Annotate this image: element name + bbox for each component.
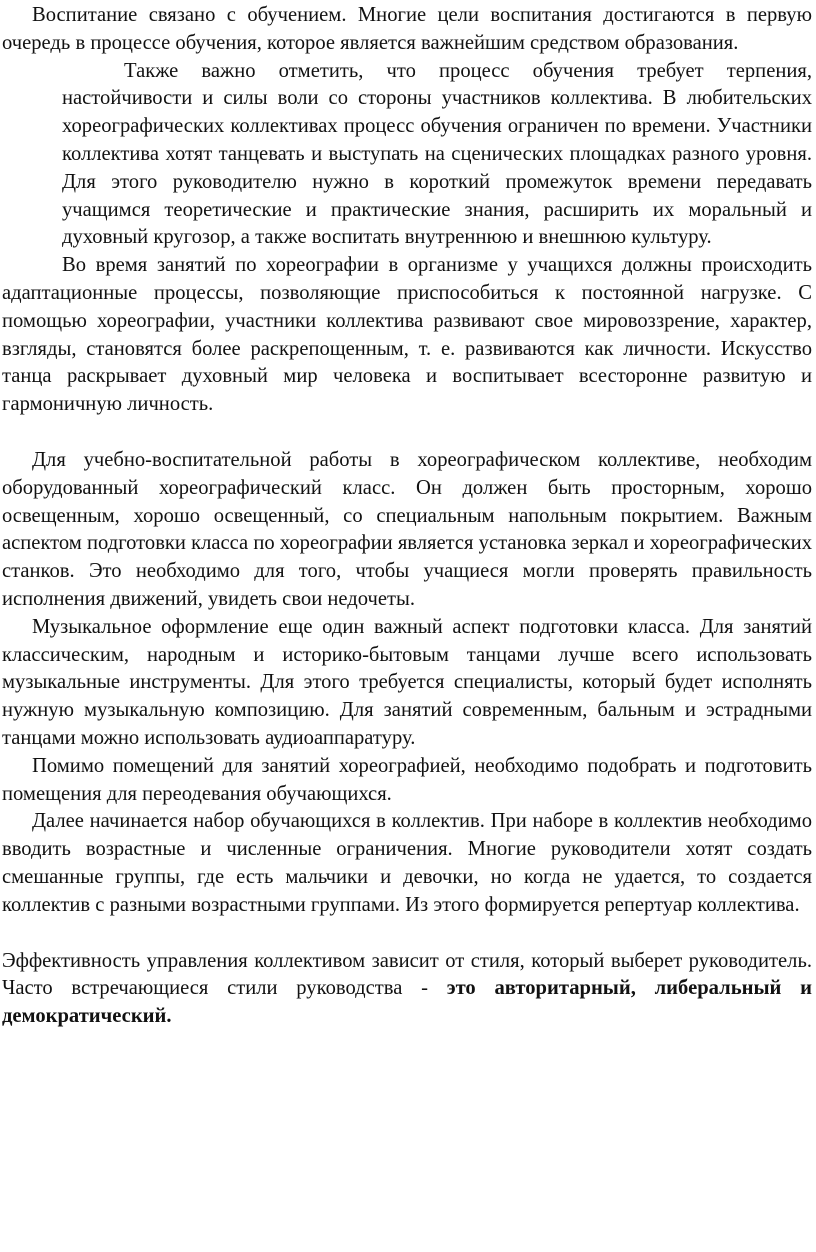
paragraph-changing-rooms: Помимо помещений для занятий хореографией, необходимо подобрать и подготовить помещения для переодевания обучающихся. [2, 754, 812, 805]
paragraph-adaptation: Во время занятий по хореографии в организме у учащихся должны происходить адаптационные процессы, позволяющие приспособиться к постоянной нагрузке. С помощью хореографии, участники коллектива развивают свое мировоззрение, характер, взгляды, становятся более раскрепощенным, т. е. развиваются как личности. Искусство танца раскрывает духовный мир человека и воспитывает всесторонне развитую и гармоничную личность. [2, 254, 812, 416]
paragraph-classroom: Для учебно-воспитательной работы в хореографическом коллективе, необходим оборудованный хореографический класс. Он должен быть просторным, хорошо освещенным, хорошо освещенный, со специальным напольным покрытием. Важным аспектом подготовки класса по хореографии является установка зеркал и хореографических станков. Это необходимо для того, чтобы учащиеся могли проверять правильность исполнения движений, увидеть свои недочеты. [2, 448, 812, 610]
paragraph-leadership-styles [2, 948, 812, 1031]
leadership-text: Эффективность управления коллективом зависит от стиля, который выберет руководитель. Часто встречающиеся стили руководства - [2, 949, 812, 1000]
paragraph-music: Музыкальное оформление еще один важный аспект подготовки класса. Для занятий классическим, народным и историко-бытовым танцами лучше всего использовать музыкальные инструменты. Для этого требуется специалисты, который будет исполнять нужную музыкальную композицию. Для занятий современным, бальным и эстрадными танцами можно использовать аудиоаппаратуру. [2, 615, 812, 749]
paragraph-recruitment: Далее начинается набор обучающихся в коллектив. При наборе в коллектив необходимо вводить возрастные и численные ограничения. Многие руководители хотят создать смешанные группы, где есть мальчики и девочки, но когда не удается, то создается коллектив с разными возрастными группами. Из этого формируется репертуар коллектива. [2, 810, 812, 916]
leadership-styles-bold: это авторитарный, либеральный и демократический. [2, 977, 812, 1028]
paragraph-education: Воспитание связано с обучением. Многие цели воспитания достигаются в первую очередь в процессе обучения, которое является важнейшим средством образования. [2, 4, 812, 54]
paragraph-patience: Также важно отметить, что процесс обучения требует терпения, настойчивости и силы воли со стороны участников коллектива. В любительских хореографических коллективах процесс обучения ограничен по времени. Участники коллектива хотят танцевать и выступать на сценических площадках разного уровня. Для этого руководителю нужно в короткий промежуток времени передавать учащимся теоретические и практические знания, расширить их моральный и духовный кругозор, а также воспитать внутреннюю и внешнюю культуру. [62, 59, 812, 249]
